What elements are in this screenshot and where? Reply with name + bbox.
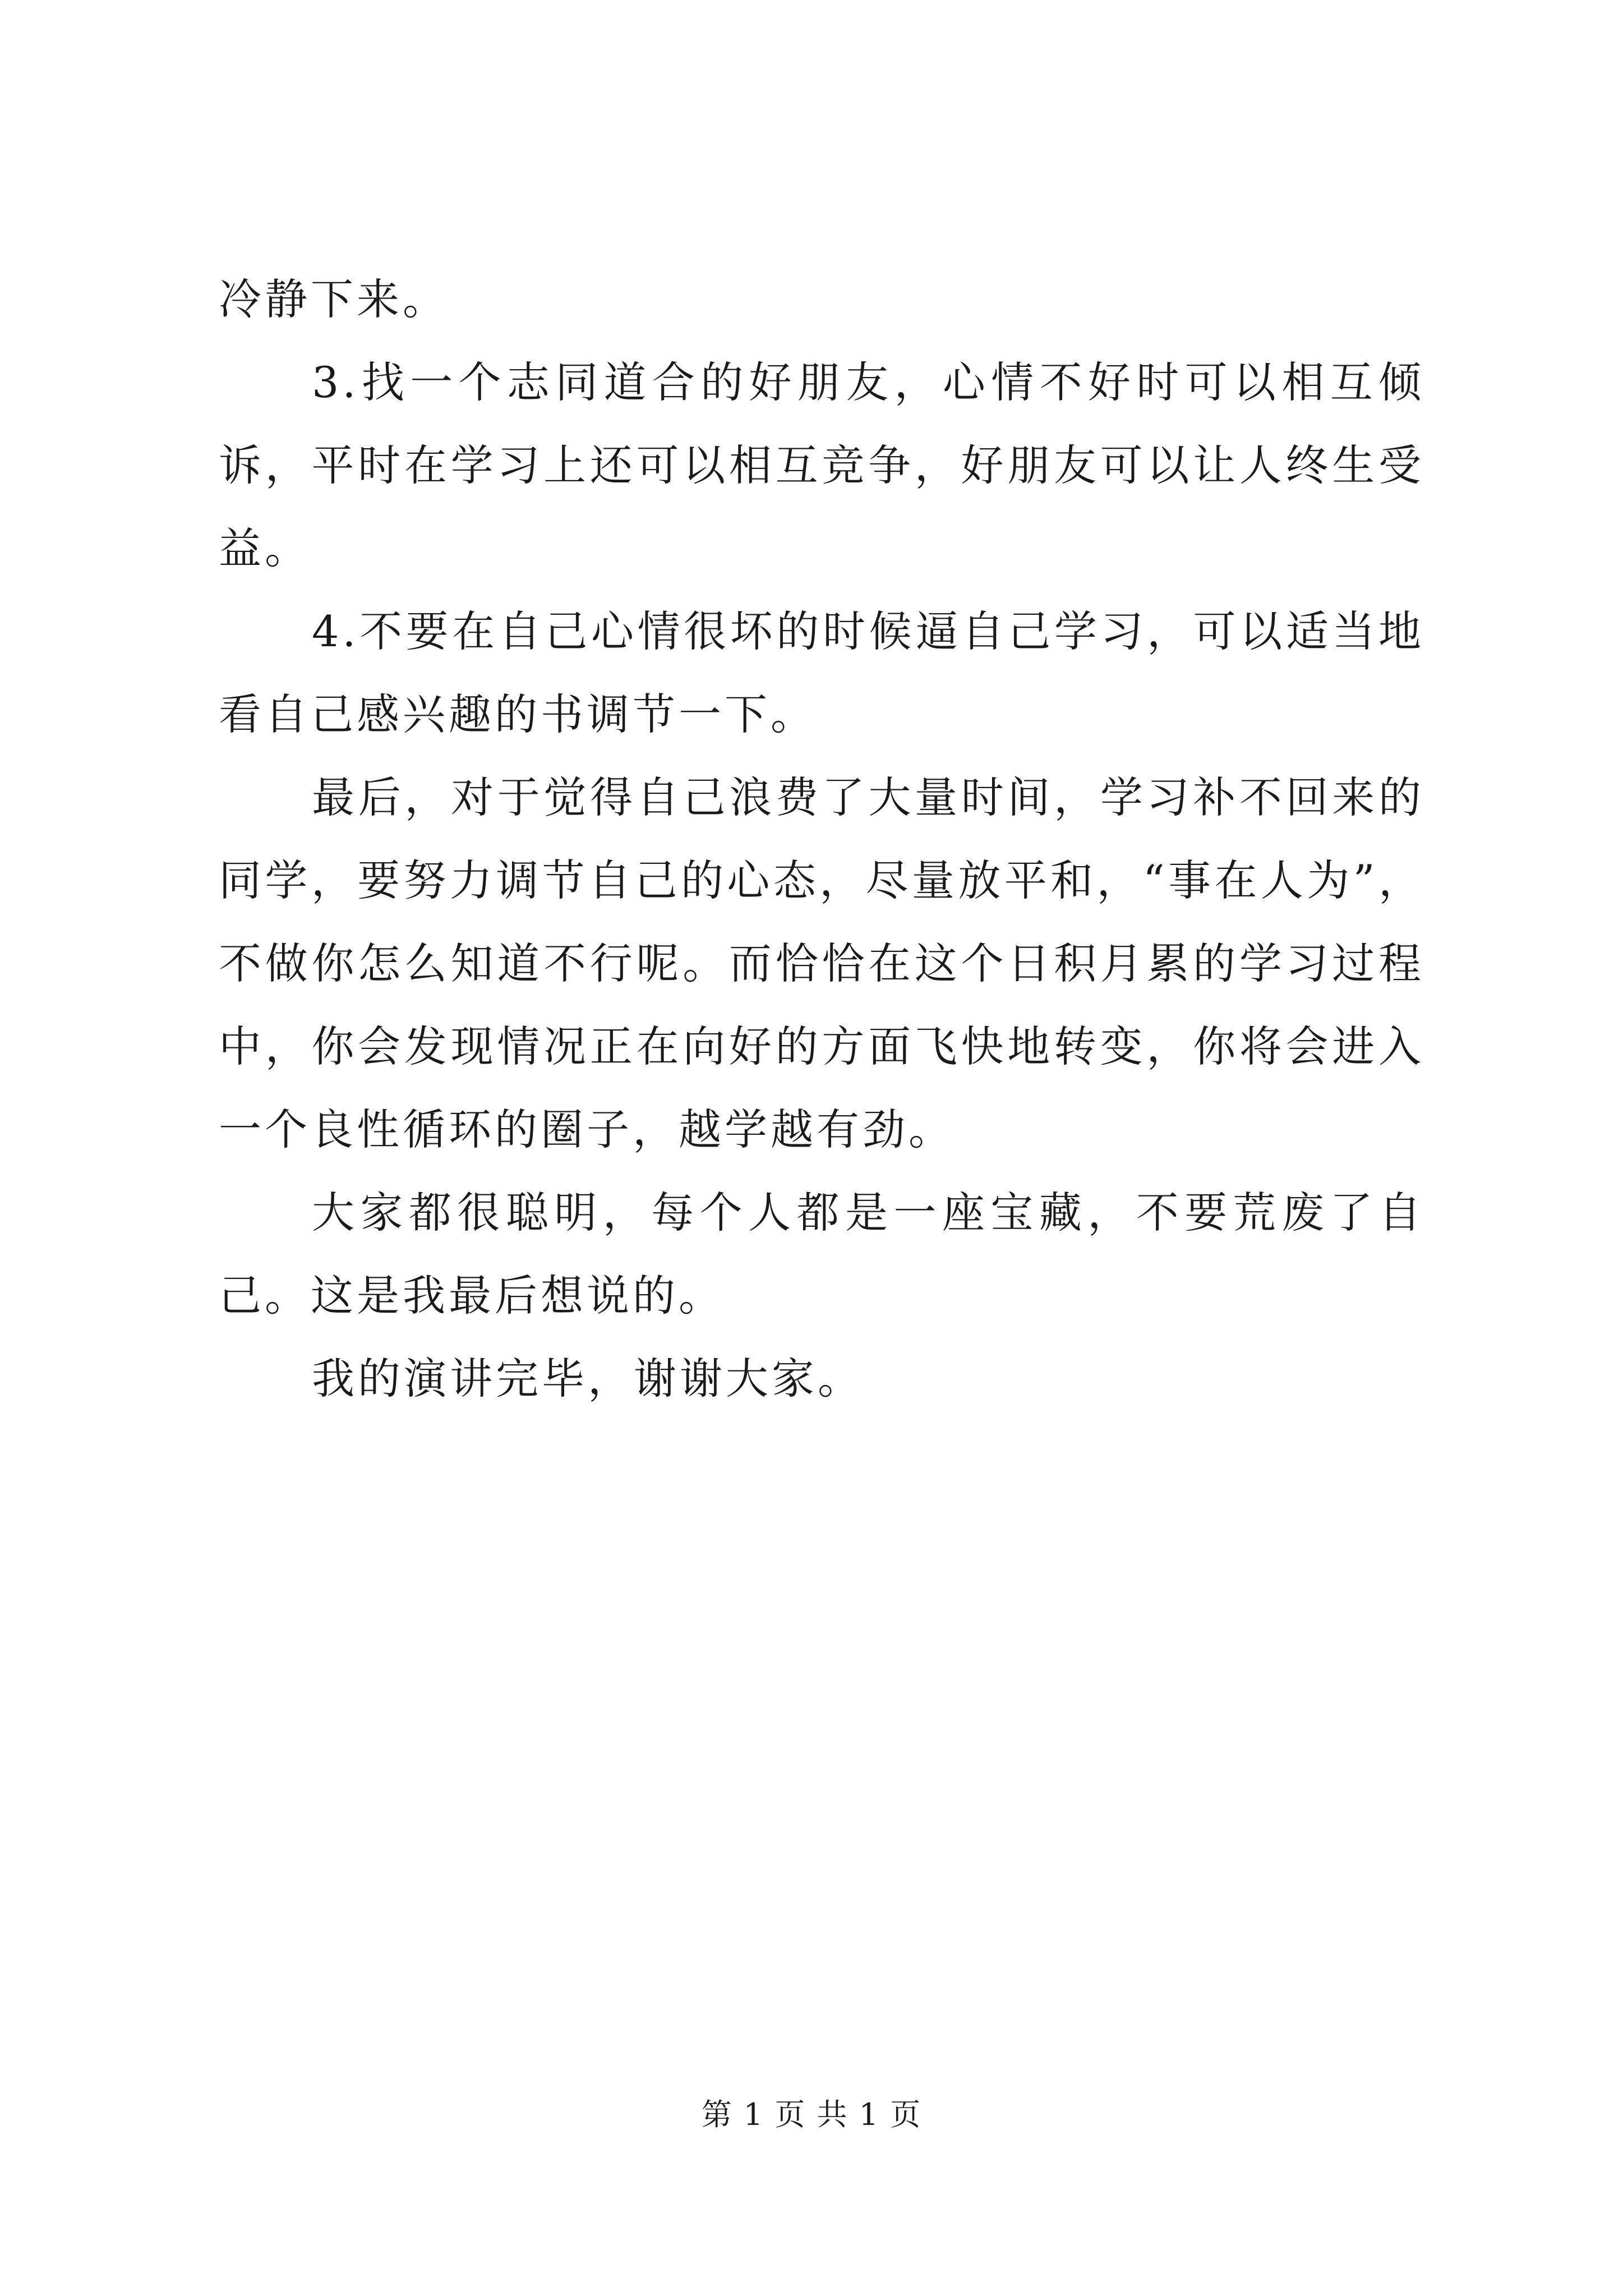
paragraph-thanks: 我的演讲完毕，谢谢大家。	[312, 1354, 864, 1404]
paragraph-closing-remark: 大家都很聪明，每个人都是一座宝藏，不要荒废了自己。这是我最后想说的。	[219, 1188, 1424, 1320]
document-body	[219, 258, 1424, 1420]
page-number-footer: 第 1 页 共 1 页	[701, 2097, 922, 2132]
paragraph-continuation: 冷静下来。	[219, 274, 449, 324]
paragraph-item-4: 4.不要在自己心情很坏的时候逼自己学习，可以适当地看自己感兴趣的书调节一下。	[219, 606, 1424, 739]
paragraph-item-3: 3.找一个志同道合的好朋友，心情不好时可以相互倾诉，平时在学习上还可以相互竞争，好朋友可以让人终生受益。	[219, 357, 1424, 573]
paragraph-conclusion: 最后，对于觉得自己浪费了大量时间，学习补不回来的同学，要努力调节自己的心态，尽量放平和，“事在人为”，不做你怎么知道不行呢。而恰恰在这个日积月累的学习过程中，你会发现情况正在向好的方面飞快地转变，你将会进入一个良性循环的圈子，越学越有劲。	[219, 772, 1424, 1154]
